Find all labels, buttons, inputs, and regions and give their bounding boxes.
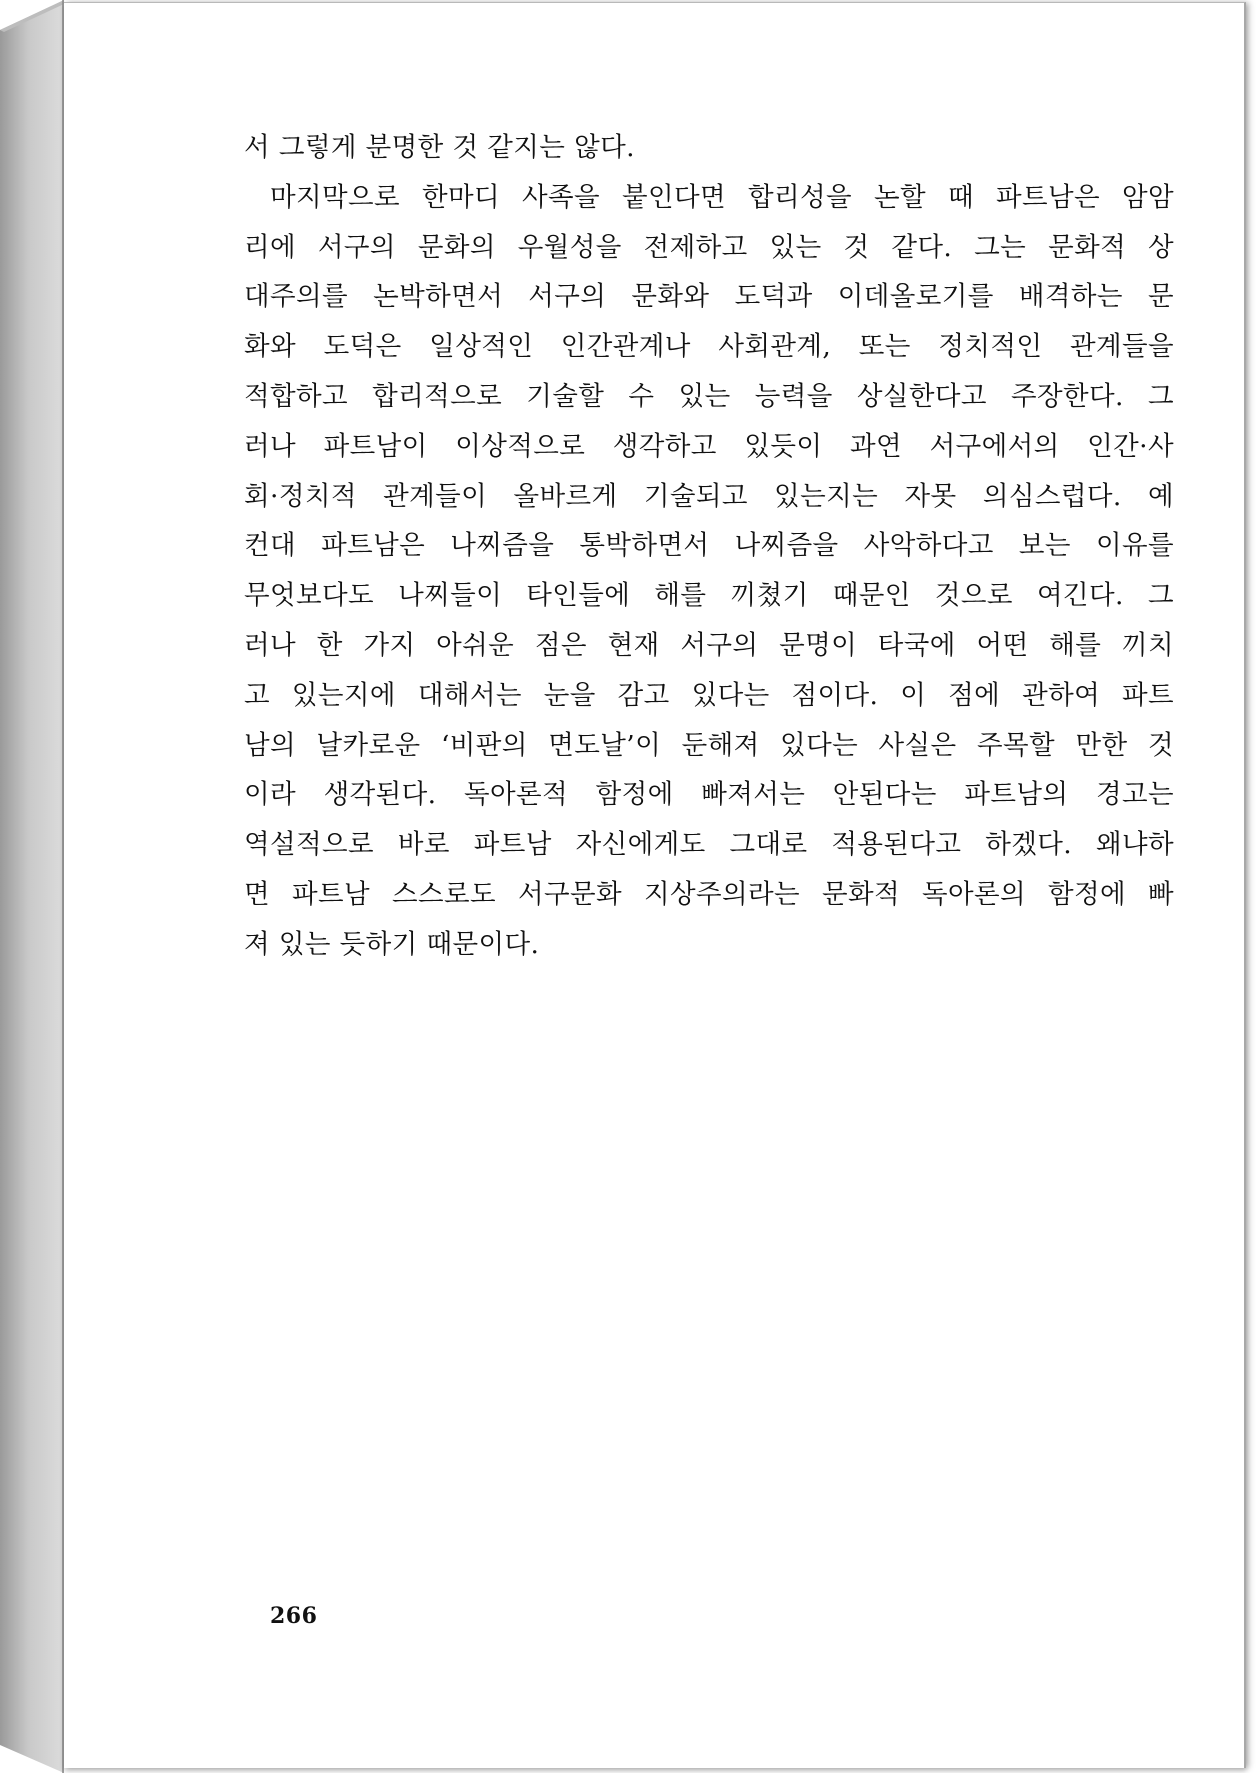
text-line: 러나 한 가지 아쉬운 점은 현재 서구의 문명이 타국에 어떤 해를 끼치	[244, 629, 1174, 661]
text-line: 마지막으로 한마디 사족을 붙인다면 합리성을 논할 때 파트남은 암암	[270, 181, 1174, 213]
body-text	[244, 123, 1174, 970]
text-line: 회·정치적 관계들이 올바르게 기술되고 있는지는 자못 의심스럽다. 예	[244, 480, 1174, 512]
text-line: 져 있는 듯하기 때문이다.	[244, 928, 540, 960]
text-line: 고 있는지에 대해서는 눈을 감고 있다는 점이다. 이 점에 관하여 파트	[244, 679, 1174, 711]
text-line: 화와 도덕은 일상적인 인간관계나 사회관계, 또는 정치적인 관계들을	[244, 331, 1174, 363]
text-line: 컨대 파트남은 나찌즘을 통박하면서 나찌즘을 사악하다고 보는 이유를	[244, 530, 1174, 562]
text-line: 서 그렇게 분명한 것 같지는 않다.	[244, 132, 635, 163]
page-number: 266	[270, 1603, 318, 1629]
book-spine-edge	[0, 0, 64, 1773]
text-line: 무엇보다도 나찌들이 타인들에 해를 끼쳤기 때문인 것으로 여긴다. 그	[244, 580, 1174, 612]
text-line: 러나 파트남이 이상적으로 생각하고 있듯이 과연 서구에서의 인간·사	[244, 430, 1174, 462]
text-line: 대주의를 논박하면서 서구의 문화와 도덕과 이데올로기를 배격하는 문	[244, 281, 1174, 313]
text-line: 역설적으로 바로 파트남 자신에게도 그대로 적용된다고 하겠다. 왜냐하	[244, 829, 1174, 861]
text-line: 적합하고 합리적으로 기술할 수 있는 능력을 상실한다고 주장한다. 그	[244, 380, 1174, 412]
text-line: 리에 서구의 문화의 우월성을 전제하고 있는 것 같다. 그는 문화적 상	[244, 231, 1174, 263]
text-line: 면 파트남 스스로도 서구문화 지상주의라는 문화적 독아론의 함정에 빠	[244, 878, 1174, 910]
book-page	[64, 2, 1246, 1768]
text-line: 이라 생각된다. 독아론적 함정에 빠져서는 안된다는 파트남의 경고는	[244, 779, 1174, 811]
text-line: 남의 날카로운 ‘비판의 면도날’이 둔해져 있다는 사실은 주목할 만한 것	[244, 729, 1174, 761]
